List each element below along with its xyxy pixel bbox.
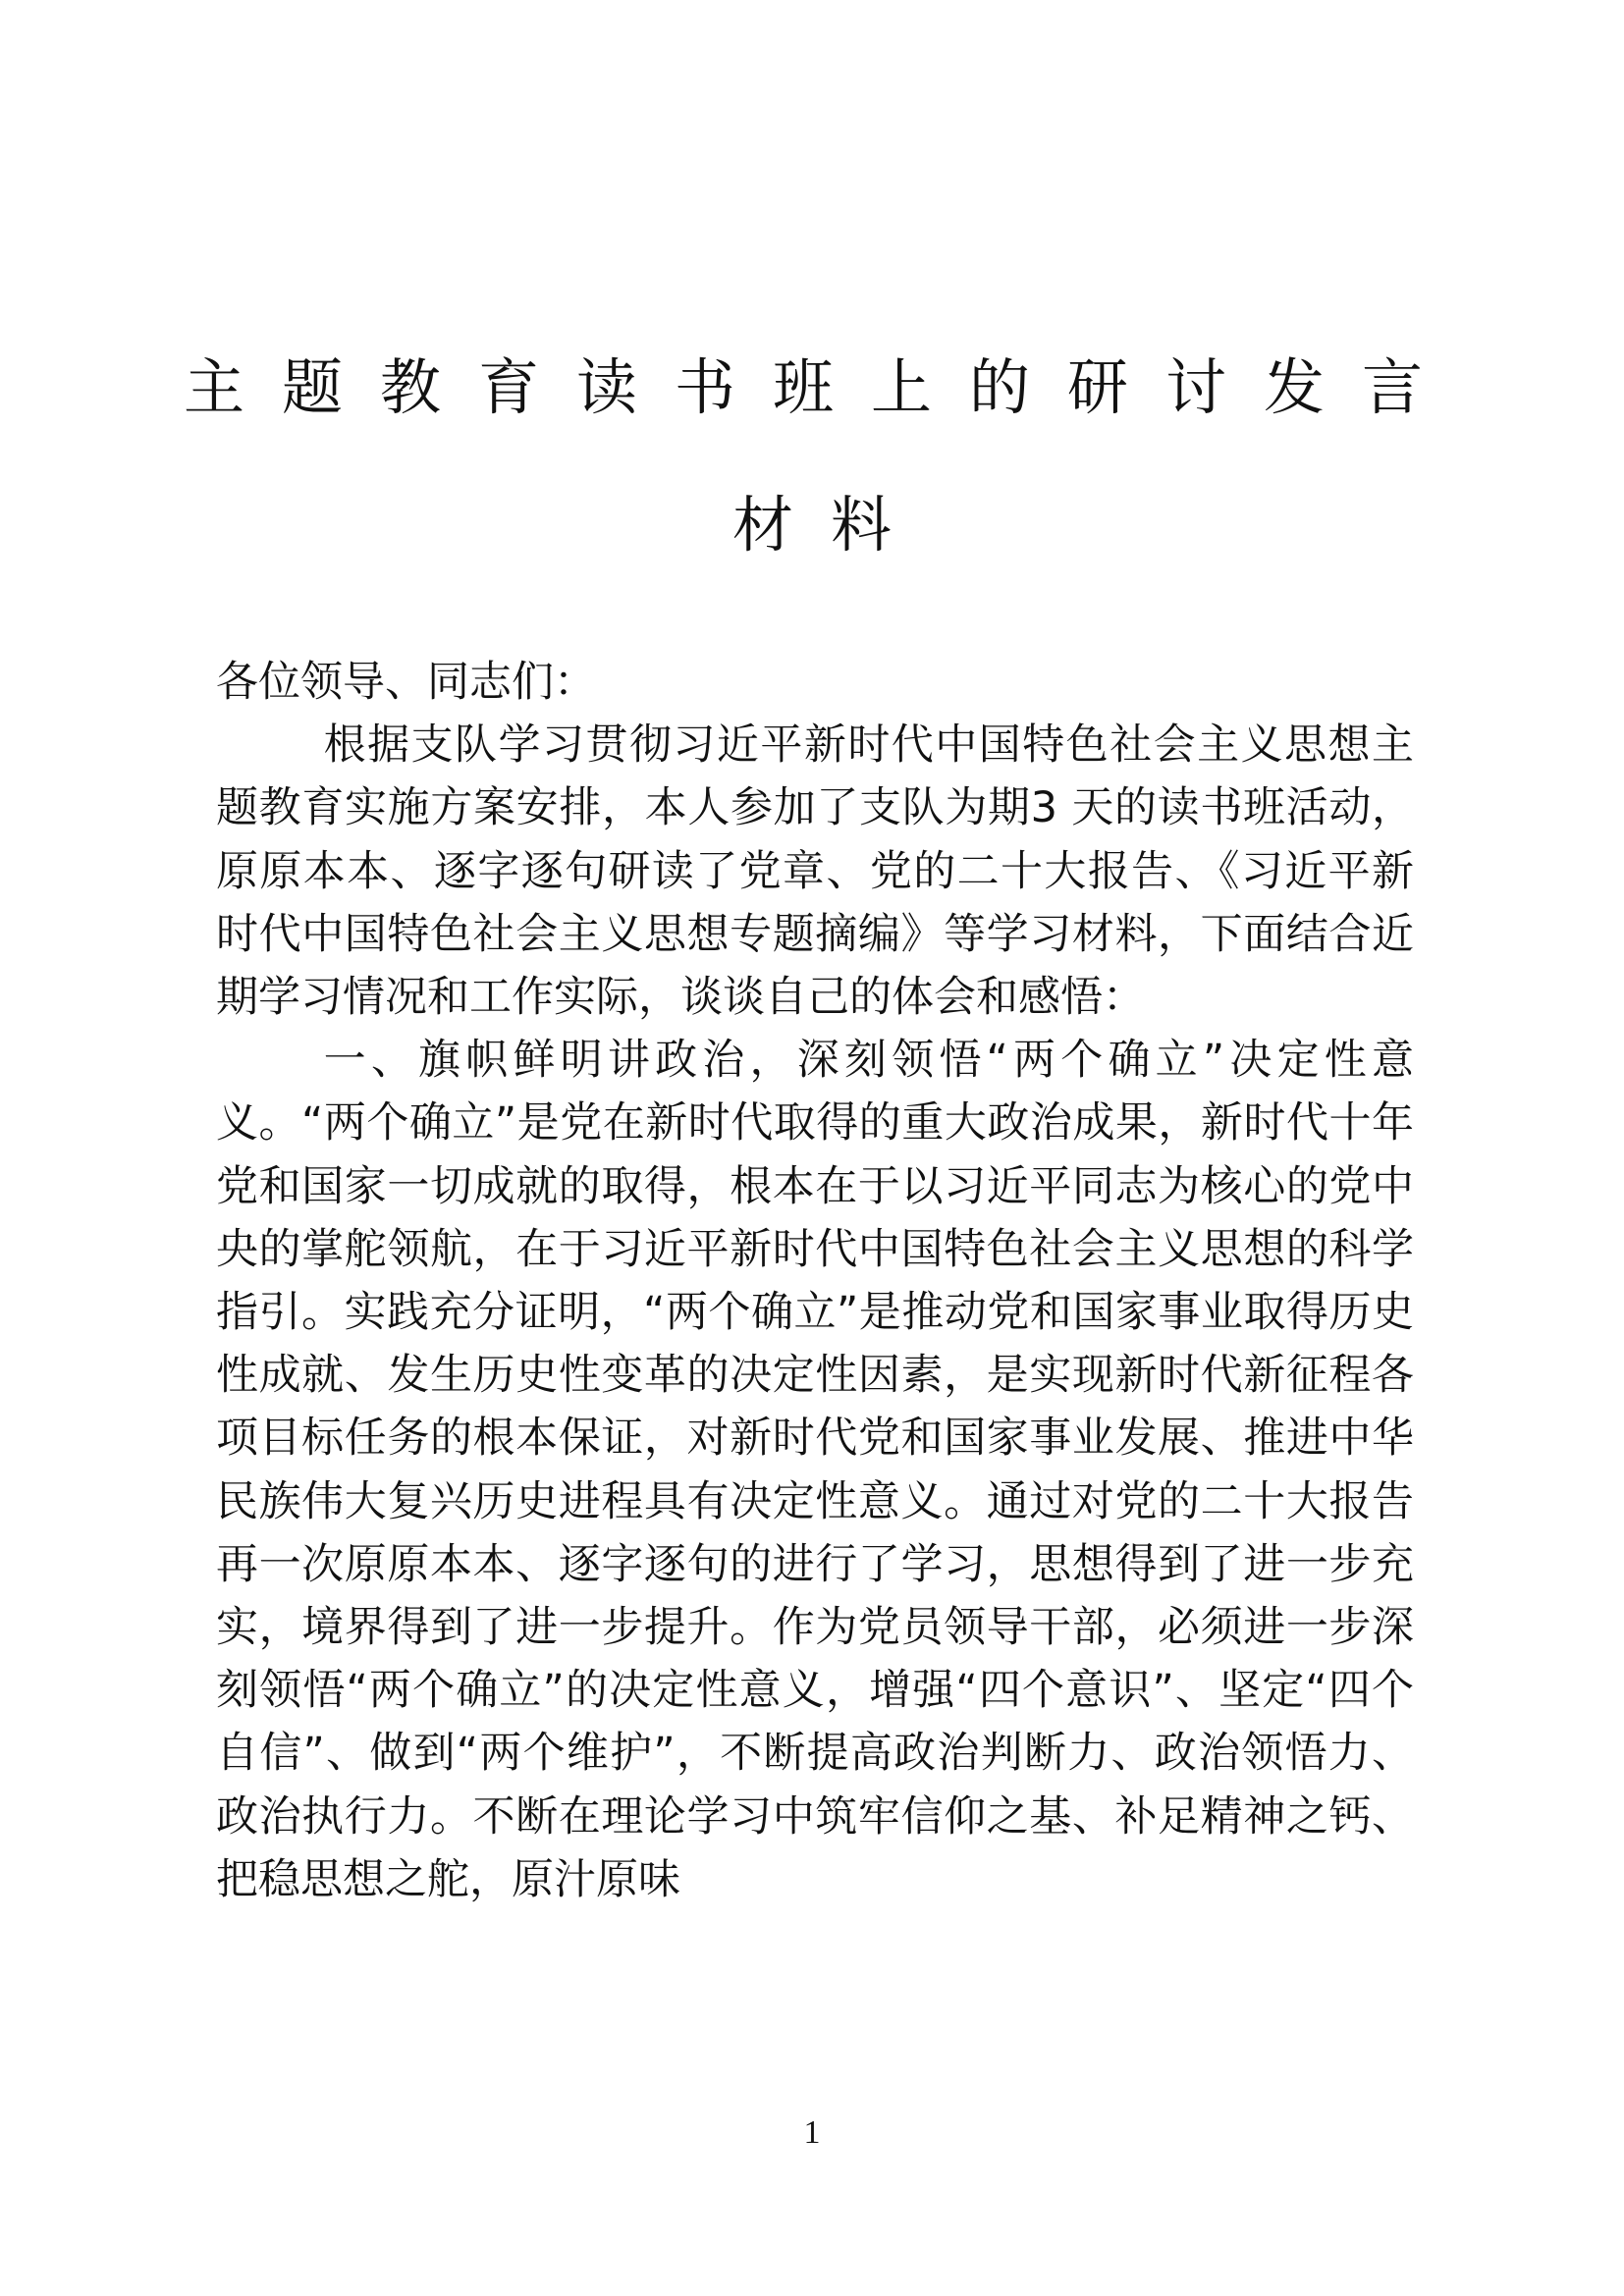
salutation: 各位领导、同志们：: [216, 658, 596, 707]
document-title-line-2: 材料: [731, 489, 929, 561]
page-number: 1: [803, 2114, 821, 2151]
document-title-line-1: 主题教育读书班上的研讨发言: [183, 351, 1460, 423]
paragraph-intro: 根据支队学习贯彻习近平新时代中国特色社会主义思想主题教育实施方案安排，本人参加了支队为期3 天的读书班活动，原原本本、逐字逐句研读了党章、党的二十大报告、《习近平新时代中国特色社会主义思想专题摘编》等学习材料，下面结合近期学习情况和工作实际，谈谈自己的体会和感悟：: [216, 721, 1414, 1023]
paragraph-section-one: 一、旗帜鲜明讲政治，深刻领悟“两个确立”决定性意义。“两个确立”是党在新时代取得的重大政治成果，新时代十年党和国家一切成就的取得，根本在于以习近平同志为核心的党中央的掌舵领航，在于习近平新时代中国特色社会主义思想的科学指引。实践充分证明，“两个确立”是推动党和国家事业取得历史性成就、发生历史性变革的决定性因素，是实现新时代新征程各项目标任务的根本保证，对新时代党和国家事业发展、推进中华民族伟大复兴历史进程具有决定性意义。通过对党的二十大报告再一次原原本本、逐字逐句的进行了学习，思想得到了进一步充实，境界得到了进一步提升。作为党员领导干部，必须进一步深刻领悟“两个确立”的决定性意义，增强“四个意识”、坚定“四个自信”、做到“两个维护”，不断提高政治判断力、政治领悟力、政治执行力。不断在理论学习中筑牢信仰之基、补足精神之钙、把稳思想之舵，原汁原味: [216, 1036, 1414, 1904]
document-body: [216, 651, 1414, 1911]
